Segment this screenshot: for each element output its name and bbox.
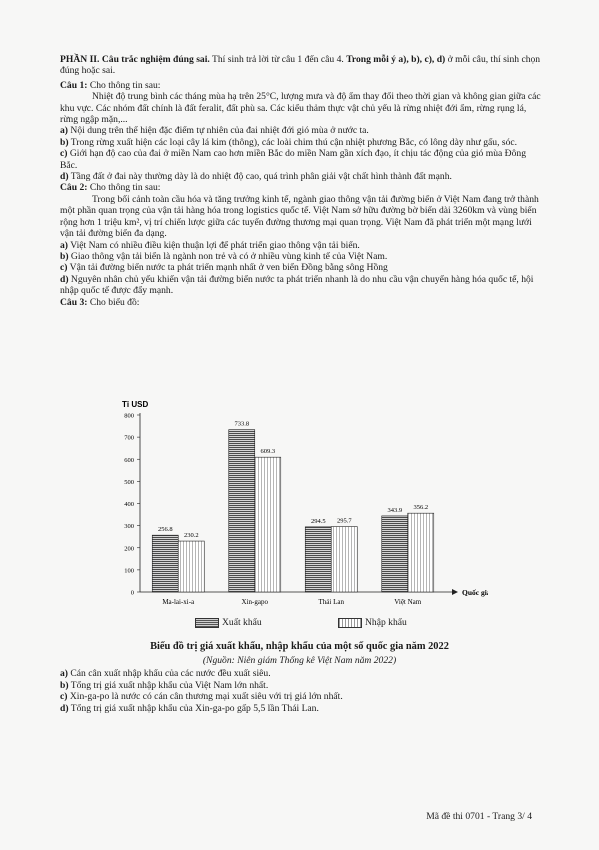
legend-item-import	[338, 617, 407, 628]
page-footer: Mã đề thi 0701 - Trang 3/ 4	[426, 811, 532, 822]
x-axis-title: Quốc gia	[462, 588, 488, 597]
bar-export	[229, 430, 255, 592]
option-key: c)	[60, 262, 68, 274]
q1-passage: Nhiệt độ trung bình các tháng mùa hạ trên 25°C, lượng mưa và độ ẩm thay đổi theo thời gian và không gian giữa các khu vực. Các nhóm đất chính là đất feralit, đất phù sa. Các kiểu thảm thực vật chủ yếu là rừng nhiệt đới ẩm, rừng rụng lá, rừng ngập mặn,...	[60, 91, 541, 126]
bar-label-import: 609.3	[260, 448, 276, 456]
q2-heading	[60, 182, 544, 193]
bar-label-import: 356.2	[413, 504, 429, 512]
option-text: Nguyên nhân chủ yếu khiến vận tải đường biển nước ta phát triển nhanh là do nhu cầu vận chuyển hàng hóa quốc tế, hội nhập quốc tế được đẩy mạnh.	[60, 273, 534, 297]
section-instruction-end: ở mỗi câu, thí sinh chọn đúng hoặc sai.	[60, 54, 541, 77]
option-key: c)	[60, 148, 68, 160]
bar-import	[331, 527, 357, 592]
option-text: Cán cân xuất nhập khẩu của các nước đều xuất siêu.	[68, 668, 271, 679]
y-tick-label: 600	[124, 456, 134, 464]
q2-intro: Cho thông tin sau:	[87, 182, 161, 194]
y-tick-label: 400	[124, 501, 134, 508]
bar-import	[408, 513, 434, 592]
section-title: PHẦN II. Câu trắc nghiệm đúng sai.	[60, 54, 210, 65]
bar-label-export: 343.9	[387, 506, 403, 514]
legend-item-export	[195, 617, 262, 628]
option-text: Tầng đất ở đai này thường dày là do nhiệt độ cao, quá trình phân giải vật chất hình thành đất mạnh.	[68, 171, 452, 183]
option-key: a)	[60, 125, 68, 137]
option-key: b)	[60, 250, 69, 262]
exam-content	[60, 54, 544, 308]
y-tick-label: 800	[124, 412, 134, 420]
q3-option-d	[60, 703, 544, 715]
q1-option-c	[60, 148, 544, 171]
y-tick-label: 500	[124, 478, 134, 486]
bar-label-export: 294.5	[310, 517, 326, 525]
bar-export	[152, 535, 178, 592]
q3-option-c	[60, 691, 544, 703]
x-axis-arrow	[452, 589, 458, 595]
y-axis-title: Tỉ USD	[122, 400, 149, 409]
q1-option-a	[60, 125, 544, 136]
q1-option-d	[60, 171, 544, 182]
x-category-label: Ma-lai-xi-a	[162, 598, 195, 606]
bar-label-import: 295.7	[336, 517, 352, 525]
y-tick-label: 0	[130, 589, 134, 597]
q1-label: Câu 1:	[60, 79, 88, 91]
option-text: Nội dung trên thể hiện đặc điểm tự nhiên của đai nhiệt đới gió mùa ở nước ta.	[68, 125, 369, 137]
option-text: Trong rừng xuất hiện các loại cây lá kim (thông), các loài chim thú cận nhiệt phương Bắc, có lông dày như gấu, sóc.	[68, 136, 518, 148]
chart-source: (Nguồn: Niên giám Thống kê Việt Nam năm 2022)	[202, 655, 397, 666]
q3-intro: Cho biểu đồ:	[87, 296, 140, 308]
y-tick-label: 300	[124, 523, 134, 531]
q3-option-a	[60, 668, 544, 680]
q3-label: Câu 3:	[60, 296, 88, 308]
q3-options	[60, 668, 544, 714]
option-key: b)	[60, 679, 69, 691]
option-key: d)	[60, 171, 69, 183]
bar-chart-svg	[108, 393, 488, 618]
q2-option-b	[60, 251, 544, 262]
y-tick-label: 100	[124, 567, 134, 575]
option-text: Việt Nam có nhiều điều kiện thuận lợi để phát triển giao thông vận tải biển.	[68, 239, 360, 251]
option-text: Giới hạn độ cao của đai ở miền Nam cao hơn miền Bắc do miền Nam gần xích đạo, ít chịu tác động của gió mùa Đông Bắc.	[60, 148, 526, 171]
option-key: a)	[60, 239, 68, 251]
bar-label-export: 733.8	[234, 420, 250, 428]
q1-option-b	[60, 137, 544, 148]
x-category-label: Thái Lan	[318, 598, 344, 606]
q3-option-b	[60, 680, 544, 692]
y-tick-label: 700	[124, 434, 134, 442]
option-key: d)	[60, 273, 69, 285]
section-instruction: Thí sinh trả lời từ câu 1 đến câu 4.	[209, 54, 347, 65]
option-text: Tổng trị giá xuất nhập khẩu của Việt Nam lớn nhất.	[68, 679, 269, 691]
bar-export	[382, 516, 408, 592]
q1-intro: Cho thông tin sau:	[87, 79, 161, 91]
section-instruction-bold: Trong mỗi ý a), b), c), d)	[346, 54, 446, 65]
option-text: Tổng trị giá xuất nhập khẩu của Xin-ga-po gấp 5,5 lần Thái Lan.	[68, 702, 319, 714]
bar-label-export: 256.8	[157, 526, 173, 534]
legend-swatch-export	[195, 618, 219, 628]
q2-option-c	[60, 262, 544, 273]
q3-heading	[60, 297, 544, 308]
option-text: Xin-ga-po là nước có cán cân thương mại xuất siêu với trị giá lớn nhất.	[67, 691, 343, 703]
q2-passage: Trong bối cảnh toàn cầu hóa và tăng trưởng kinh tế, ngành giao thông vận tải đường biển ở Việt Nam đang trở thành một phần quan trọng của vận tải hàng hóa trong logistics quốc tế. Việt Nam sở hữu đường bờ biển dài 3260km và vùng biển rộng hơn 1 triệu km², vị trí chiến lược giữa các tuyến đường thương mại quan trọng. Việt Nam đã phát triển một mạng lưới vận tải đường biển đa dạng.	[60, 193, 539, 240]
option-text: Vận tải đường biển nước ta phát triển mạnh nhất ở ven biển Đồng bằng sông Hồng	[67, 262, 388, 274]
q1-heading	[60, 80, 544, 91]
y-tick-label: 200	[124, 545, 134, 553]
x-category-label: Xin-gapo	[241, 598, 268, 606]
bar-import	[178, 541, 204, 592]
q2-label: Câu 2:	[60, 182, 88, 194]
option-key: c)	[60, 691, 68, 703]
chart-caption: Biểu đồ trị giá xuất khẩu, nhập khẩu của một số quốc gia năm 2022	[150, 641, 449, 652]
section-header	[60, 54, 544, 77]
legend-swatch-import	[338, 618, 362, 628]
bar-export	[305, 527, 331, 592]
q2-option-d	[60, 274, 544, 297]
bar-label-import: 230.2	[183, 532, 199, 540]
option-key: b)	[60, 136, 69, 148]
option-text: Giao thông vận tải biển là ngành non trẻ và có ở nhiều vùng kinh tế của Việt Nam.	[68, 250, 388, 262]
option-key: a)	[60, 668, 68, 679]
legend-label-export: Xuất khẩu	[222, 617, 262, 628]
option-key: d)	[60, 702, 69, 714]
legend-label-import: Nhập khẩu	[365, 617, 407, 628]
bar-import	[255, 457, 281, 592]
x-category-label: Việt Nam	[394, 598, 422, 606]
bar-chart	[108, 393, 488, 643]
q2-option-a	[60, 240, 544, 251]
